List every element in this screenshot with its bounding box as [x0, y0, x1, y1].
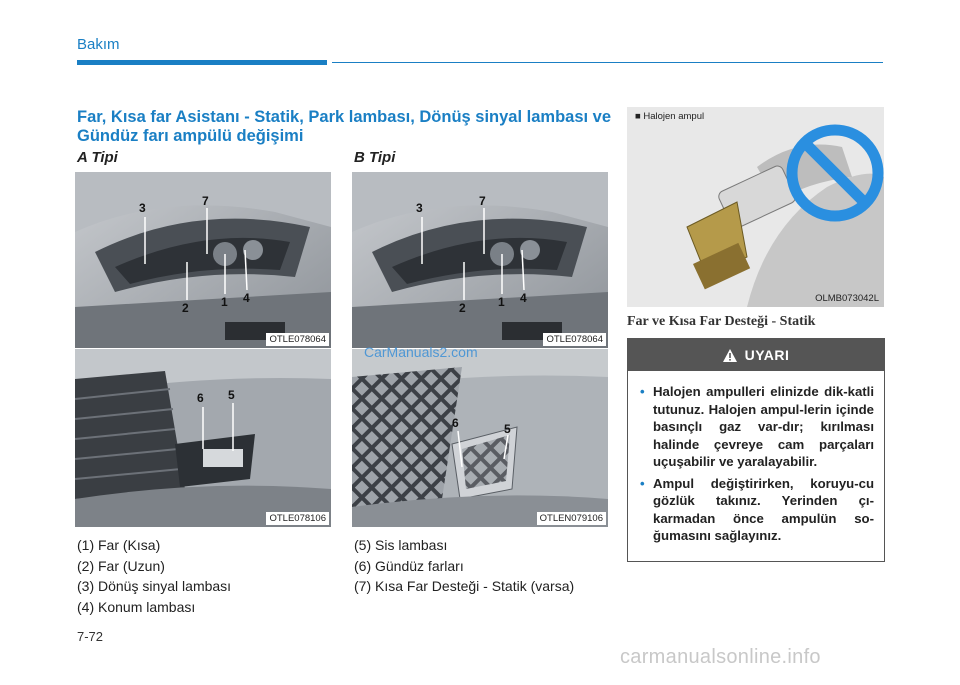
label-5: 5: [228, 388, 235, 402]
page-number: 7-72: [77, 629, 104, 644]
figure-b-top: [352, 172, 608, 348]
figure-caption: Far ve Kısa Far Desteği - Statik: [627, 314, 816, 329]
label-4: 4: [520, 291, 527, 305]
label-1: 1: [498, 295, 505, 309]
figure-code: OLMB073042L: [815, 293, 879, 304]
type-b-label: B Tipi: [354, 149, 396, 166]
figure-b-bottom: [352, 349, 608, 527]
warning-header: [628, 339, 884, 371]
warning-item: • Ampul değiştirirken, koruyu-cu gözlük takınız. Yerinden çı-karmadan önce ampulün so-ğumasını sağlayınız.: [640, 475, 874, 543]
warning-title: UYARI: [744, 347, 790, 363]
watermark-footer: carmanualsonline.info: [620, 646, 821, 668]
legend-item: (6) Gündüz farları: [354, 557, 464, 574]
type-a-label: A Tipi: [77, 149, 118, 166]
warning-box: [627, 338, 885, 562]
legend-item: (2) Far (Uzun): [77, 557, 165, 574]
legend-item: (4) Konum lambası: [77, 598, 196, 615]
legend-item: (3) Dönüş sinyal lambası: [77, 578, 232, 594]
figure-code: OTLE078064: [543, 333, 606, 346]
watermark-overlay: CarManuals2.com: [364, 344, 478, 360]
label-7: 7: [202, 194, 209, 208]
section-label: Bakım: [77, 36, 120, 53]
label-2: 2: [459, 301, 466, 315]
header-rule-thick: [77, 60, 327, 65]
figure-code: OTLEN079106: [537, 512, 606, 525]
page-title: Far, Kısa far Asistanı - Statik, Park lambası, Dönüş sinyal lambası ve Gündüz farı ampülü değişimi: [77, 108, 612, 145]
figure-halogen: [627, 107, 884, 307]
figure-code: OTLE078064: [266, 333, 329, 346]
label-5: 5: [504, 422, 511, 436]
label-6: 6: [452, 416, 459, 430]
halogen-label: ■ Halojen ampul: [635, 111, 705, 122]
label-6: 6: [197, 391, 204, 405]
legend-left: [77, 535, 231, 617]
legend-item: (1) Far (Kısa): [77, 537, 161, 553]
legend-item: (7) Kısa Far Desteği - Statik (varsa): [354, 578, 575, 594]
label-1: 1: [221, 295, 228, 309]
figure-a-bottom: [75, 349, 331, 527]
header-rule-thin: [332, 62, 883, 63]
label-2: 2: [182, 301, 189, 315]
label-7: 7: [479, 194, 486, 208]
figure-a-top: [75, 172, 331, 348]
figure-code: OTLE078106: [266, 512, 329, 525]
label-3: 3: [416, 201, 423, 215]
warning-triangle-icon: [723, 349, 737, 362]
label-4: 4: [243, 291, 250, 305]
label-3: 3: [139, 201, 146, 215]
legend-item: (5) Sis lambası: [354, 537, 448, 553]
warning-item: • Halojen ampulleri elinizde dik-katli tutunuz. Halojen ampul-lerin içinde basınçlı gaz var-dır; kırılması halinde çevreye cam parçaları uçuşabilir ve yaralayabilir.: [640, 384, 874, 469]
legend-right: [354, 535, 574, 597]
